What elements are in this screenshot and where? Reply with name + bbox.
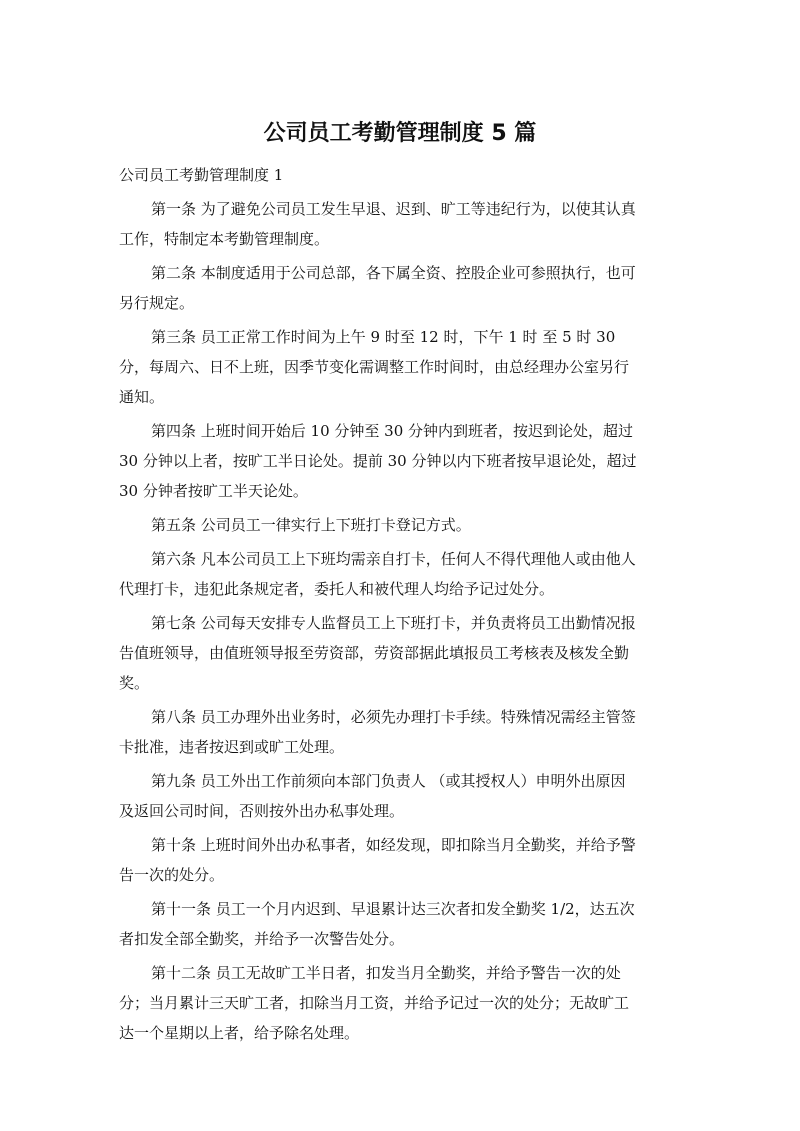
paragraph-line: 奖。 bbox=[119, 674, 150, 692]
section-subtitle: 公司员工考勤管理制度 1 bbox=[119, 166, 284, 184]
article-12 bbox=[119, 958, 679, 1048]
article-11 bbox=[119, 894, 679, 954]
paragraph-line: 第十一条 员工一个月内迟到、早退累计达三次者扣发全勤奖 1/2，达五次 bbox=[151, 900, 635, 918]
article-1 bbox=[119, 194, 679, 254]
article-3 bbox=[119, 322, 679, 412]
article-6 bbox=[119, 544, 679, 604]
paragraph-line: 卡批准，违者按迟到或旷工处理。 bbox=[119, 738, 345, 756]
article-5 bbox=[119, 510, 679, 540]
paragraph-line: 者扣发全部全勤奖，并给予一次警告处分。 bbox=[119, 930, 405, 948]
paragraph-line: 第七条 公司每天安排专人监督员工上下班打卡，并负责将员工出勤情况报 bbox=[151, 614, 636, 632]
paragraph-line: 30 分钟以上者，按旷工半日论处。提前 30 分钟以内下班者按早退论处，超过 bbox=[119, 452, 637, 470]
document-title: 公司员工考勤管理制度 5 篇 bbox=[263, 121, 537, 146]
paragraph-line: 工作，特制定本考勤管理制度。 bbox=[119, 230, 330, 248]
article-2 bbox=[119, 258, 679, 318]
paragraph-line: 第一条 为了避免公司员工发生早退、迟到、旷工等违纪行为，以使其认真 bbox=[151, 200, 636, 218]
article-9 bbox=[119, 766, 679, 826]
paragraph-line: 达一个星期以上者，给予除名处理。 bbox=[119, 1024, 360, 1042]
paragraph-line: 告值班领导，由值班领导报至劳资部，劳资部据此填报员工考核表及核发全勤 bbox=[119, 644, 630, 662]
paragraph-line: 第十二条 员工无故旷工半日者，扣发当月全勤奖，并给予警告一次的处 bbox=[151, 964, 621, 982]
paragraph-line: 另行规定。 bbox=[119, 294, 195, 312]
paragraph-line: 第四条 上班时间开始后 10 分钟至 30 分钟内到班者，按迟到论处，超过 bbox=[151, 422, 634, 440]
paragraph-line: 分；当月累计三天旷工者，扣除当月工资，并给予记过一次的处分；无故旷工 bbox=[119, 994, 630, 1012]
paragraph-line: 第二条 本制度适用于公司总部，各下属全资、控股企业可参照执行，也可 bbox=[151, 264, 636, 282]
paragraph-line: 通知。 bbox=[119, 388, 165, 406]
paragraph-line: 第六条 凡本公司员工上下班均需亲自打卡，任何人不得代理他人或由他人 bbox=[151, 550, 636, 568]
paragraph-line: 告一次的处分。 bbox=[119, 866, 225, 884]
paragraph-line: 代理打卡，违犯此条规定者，委托人和被代理人均给予记过处分。 bbox=[119, 580, 555, 598]
paragraph-line: 第九条 员工外出工作前须向本部门负责人 （或其授权人）申明外出原因 bbox=[151, 772, 626, 790]
article-10 bbox=[119, 830, 679, 890]
article-8 bbox=[119, 702, 679, 762]
paragraph-line: 30 分钟者按旷工半天论处。 bbox=[119, 482, 308, 500]
paragraph-line: 第三条 员工正常工作时间为上午 9 时至 12 时，下午 1 时 至 5 时 30 bbox=[151, 328, 616, 346]
paragraph-line: 及返回公司时间，否则按外出办私事处理。 bbox=[119, 802, 405, 820]
paragraph-line: 分，每周六、日不上班，因季节变化需调整工作时间时，由总经理办公室另行 bbox=[119, 358, 630, 376]
paragraph-line: 第五条 公司员工一律实行上下班打卡登记方式。 bbox=[151, 516, 471, 534]
paragraph-line: 第八条 员工办理外出业务时，必须先办理打卡手续。特殊情况需经主管签 bbox=[151, 708, 636, 726]
document-body bbox=[119, 160, 679, 1048]
paragraph-line: 第十条 上班时间外出办私事者，如经发现，即扣除当月全勤奖，并给予警 bbox=[151, 836, 636, 854]
article-7 bbox=[119, 608, 679, 698]
article-4 bbox=[119, 416, 679, 506]
